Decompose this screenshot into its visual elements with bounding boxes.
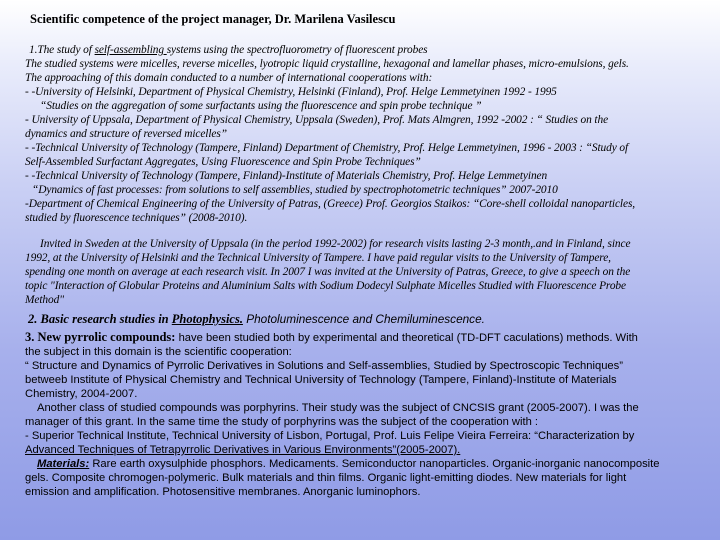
text-line: “ Structure and Dynamics of Pyrrolic Derivatives in Solutions and Self-assemblies, Studied by Spectroscopic Techniques”	[25, 360, 623, 372]
text-line: 1992, at the University of Helsinki and the Technical University of Tampere. I have paid regular visits to the University of Tampere,	[25, 252, 611, 264]
text-line: dynamics and structure of reversed micelles”	[25, 128, 227, 140]
text-line: - -Technical University of Technology (Tampere, Finland) Department of Chemistry, Prof. Helge Lemmetyinen, 1996 - 2003 : “Study of	[25, 142, 629, 154]
text-line: -Department of Chemical Engineering of the University of Patras, (Greece) Prof. Georgios Staikos: “Core-shell colloidal nanoparticles,	[25, 198, 636, 210]
text-line: Invited in Sweden at the University of Uppsala (in the period 1992-2002) for research visits lasting 2-3 month,.and in Finland, since	[40, 238, 631, 250]
text-line: spending one month on average at each research visit. In 2007 I was invited at the University of Patras, Greece, to give a speech on the	[25, 266, 631, 278]
heading-rest: Photoluminescence and Chemiluminescence.	[242, 312, 485, 326]
section-invitations	[25, 237, 715, 307]
text-line: Advanced Techniques of Tetrapyrrolic Derivatives in Various Environments”(2005-2007).	[25, 444, 461, 456]
text-line: topic "Interaction of Globular Proteins and Aluminium Salts with Sodium Dodecyl Sulphate Micelles Studied with Fluorescence Probe	[25, 280, 626, 292]
text-line: emission and amplification. Photosensitive membranes. Anorganic luminophors.	[25, 486, 421, 498]
text-line: - -University of Helsinki, Department of Physical Chemistry, Helsinki (Finland), Prof. Helge Lemmetyinen 1992 - 1995	[25, 86, 557, 98]
heading-text: 3. New pyrrolic compounds:	[25, 330, 176, 344]
text-line: The studied systems were micelles, reverse micelles, lyotropic liquid crystalline, hexagonal and lamellar phases, micro-emulsions, gels.	[25, 58, 629, 70]
text-line	[25, 43, 715, 57]
text-line: studied by fluorescence techniques” (2008-2010).	[25, 212, 248, 224]
text-line: Self-Assembled Surfactant Aggregates, Using Fluorescence and Spin Probe Techniques”	[25, 156, 421, 168]
underlined-term: self-assembling	[94, 44, 167, 56]
text-line: “Dynamics of fast processes: from solutions to self assemblies, studied by spectrophotometric techniques” 2007-2010	[32, 184, 558, 196]
text-line: - Superior Technical Institute, Technical University of Lisbon, Portugal, Prof. Luis Felipe Vieira Ferreira: “Characterization by	[25, 430, 635, 442]
text-segment: 1.The study of	[29, 44, 95, 56]
text-line: betweeb Institute of Physical Chemistry and Technical University of Technology (Tampere, Finland)-Institute of Materials	[25, 374, 617, 386]
text-line: Chemistry, 2004-2007.	[25, 388, 138, 400]
text-line: Method"	[25, 294, 64, 306]
text-line: manager of this grant. In the same time the study of porphyrins was the subject of the cooperation with :	[25, 416, 539, 428]
section-self-assembling	[25, 43, 715, 225]
text-line: “Studies on the aggregation of some surfactants using the fluorescence and spin probe technique ”	[40, 100, 482, 112]
text-segment: have been studied both by experimental and theoretical (TD-DFT caculations) methods. With	[175, 332, 638, 344]
section-research	[25, 312, 720, 499]
text-line: - -Technical University of Technology (Tampere, Finland)-Institute of Materials Chemistry, Prof. Helge Lemmetyinen	[25, 170, 548, 182]
text-line: gels. Composite chromogen-polymeric. Bulk materials and thin films. Organic light-emitting diodes. New materials for light	[25, 472, 627, 484]
text-line: the subject in this domain is the scientific cooperation:	[25, 346, 292, 358]
materials-line	[25, 457, 720, 471]
text-line: Another class of studied compounds was porphyrins. Their study was the subject of CNCSIS grant (2005-2007). I was the	[37, 402, 639, 414]
text-line: The approaching of this domain conducted to a number of international cooperations with:	[25, 72, 433, 84]
heading-text: 2. Basic research studies in	[28, 312, 172, 326]
page-title: Scientific competence of the project manager, Dr. Marilena Vasilescu	[30, 12, 396, 26]
text-segment: systems using the spectrofluorometry of fluorescent probes	[166, 44, 428, 56]
materials-label: Materials:	[37, 458, 90, 470]
text-line: - University of Uppsala, Department of Physical Chemistry, Uppsala (Sweden), Prof. Mats Almgren, 1992 -2002 : “ Studies on the	[25, 114, 609, 126]
text-segment: Rare earth oxysulphide phosphors. Medicaments. Semiconductor nanoparticles. Organic-inorganic nanocomposite	[89, 458, 660, 470]
heading-underlined: Photophysics.	[171, 312, 243, 326]
section-2-heading	[25, 312, 720, 327]
section-3-heading	[25, 330, 720, 345]
